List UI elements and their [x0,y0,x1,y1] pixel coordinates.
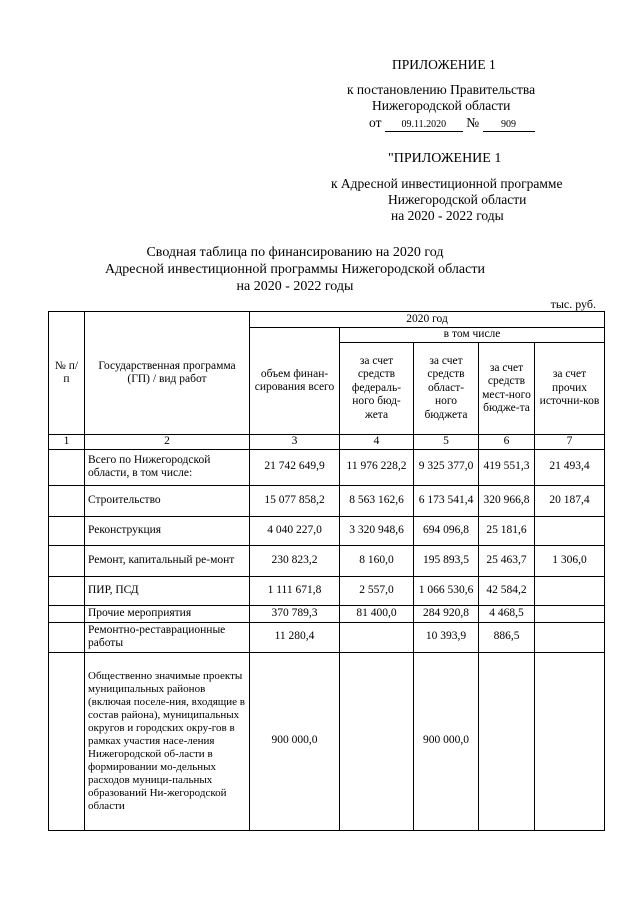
table-title-line-2: Адресной инвестиционной программы Нижегородской области [105,262,485,277]
unit-label: тыс. руб. [550,297,596,311]
row-regional: 10 393,9 [414,622,479,652]
row-total: 900 000,0 [250,652,340,830]
table-row [49,545,605,576]
program-line-2: Нижегородской области [388,192,527,207]
financing-table [48,311,605,831]
row-other [535,516,605,545]
row-name: Ремонт, капитальный ре-монт [85,545,250,576]
appendix-title: ПРИЛОЖЕНИЕ 1 [392,57,496,72]
row-local: 320 966,8 [479,485,535,516]
row-other: 21 493,4 [535,449,605,485]
header-year: 2020 год [250,312,605,328]
row-other [535,576,605,605]
header-total: объем финан-сирования всего [250,328,340,435]
row-regional: 900 000,0 [414,652,479,830]
row-local [479,652,535,830]
col-number: 6 [479,435,535,450]
header-other: за счет прочих источни-ков [535,343,605,435]
row-regional: 694 096,8 [414,516,479,545]
header-regional: за счет средств област-ного бюджета [414,343,479,435]
row-total: 15 077 858,2 [250,485,340,516]
header-federal: за счет средств федераль-ного бюд-жета [340,343,414,435]
row-regional: 195 893,5 [414,545,479,576]
resolution-line-1: к постановлению Правительства [347,82,536,97]
row-local: 419 551,3 [479,449,535,485]
header-local: за счет средств мест-ного бюдже-та [479,343,535,435]
table-row [49,605,605,622]
header-program: Государственная программа (ГП) / вид работ [85,312,250,435]
row-other: 1 306,0 [535,545,605,576]
resolution-date: 09.11.2020 [385,119,463,132]
row-name: Ремонтно-реставрационные работы [85,622,250,652]
row-regional: 9 325 377,0 [414,449,479,485]
row-name: Общественно значимые проекты муниципальных районов (включая поселе-ния, входящие в состав района), муниципальных округов и городских окру-гов в рамках участия насе-ления Нижегородской об-ласти в формировании мо-дельных расходов муници-пальных образований Ни-жегородской области [85,652,250,830]
row-total: 4 040 227,0 [250,516,340,545]
row-total: 11 280,4 [250,622,340,652]
row-name: ПИР, ПСД [85,576,250,605]
col-number: 2 [85,435,250,450]
row-federal: 8 563 162,6 [340,485,414,516]
row-regional: 284 920,8 [414,605,479,622]
row-total: 21 742 649,9 [250,449,340,485]
row-federal: 11 976 228,2 [340,449,414,485]
table-title-line-3: на 2020 - 2022 годы [236,279,354,294]
row-local: 886,5 [479,622,535,652]
row-federal: 8 160,0 [340,545,414,576]
table-row [49,449,605,485]
row-federal: 81 400,0 [340,605,414,622]
col-number: 5 [414,435,479,450]
row-total: 370 789,3 [250,605,340,622]
quoted-appendix-title: "ПРИЛОЖЕНИЕ 1 [388,151,502,166]
row-other: 20 187,4 [535,485,605,516]
row-name: Строительство [85,485,250,516]
resolution-line-2: Нижегородской области [372,98,511,113]
row-local: 4 468,5 [479,605,535,622]
row-other [535,605,605,622]
col-number: 1 [49,435,85,450]
col-number: 7 [535,435,605,450]
row-local: 25 181,6 [479,516,535,545]
row-total: 230 823,2 [250,545,340,576]
table-row [49,652,605,830]
table-row [49,485,605,516]
row-other [535,652,605,830]
column-number-row [49,435,605,450]
row-federal [340,622,414,652]
row-federal: 3 320 948,6 [340,516,414,545]
row-other [535,622,605,652]
col-number: 3 [250,435,340,450]
row-name: Реконструкция [85,516,250,545]
row-local: 25 463,7 [479,545,535,576]
col-number: 4 [340,435,414,450]
row-regional: 6 173 541,4 [414,485,479,516]
row-federal [340,652,414,830]
number-sign: № [466,115,480,130]
program-line-3: на 2020 - 2022 годы [391,208,504,223]
table-title-line-1: Сводная таблица по финансированию на 2020 год [146,245,444,260]
program-line-1: к Адресной инвестиционной программе [331,176,563,191]
row-local: 42 584,2 [479,576,535,605]
header-num: № п/п [49,312,85,435]
resolution-number: 909 [483,119,535,132]
table-row [49,516,605,545]
date-prefix: от [369,115,382,130]
table-row [49,576,605,605]
row-regional: 1 066 530,6 [414,576,479,605]
header-including: в том числе [340,328,605,343]
row-name: Прочие мероприятия [85,605,250,622]
resolution-date-line [369,115,535,132]
row-total: 1 111 671,8 [250,576,340,605]
row-name: Всего по Нижегородской области, в том числе: [85,449,250,485]
table-row [49,622,605,652]
row-federal: 2 557,0 [340,576,414,605]
